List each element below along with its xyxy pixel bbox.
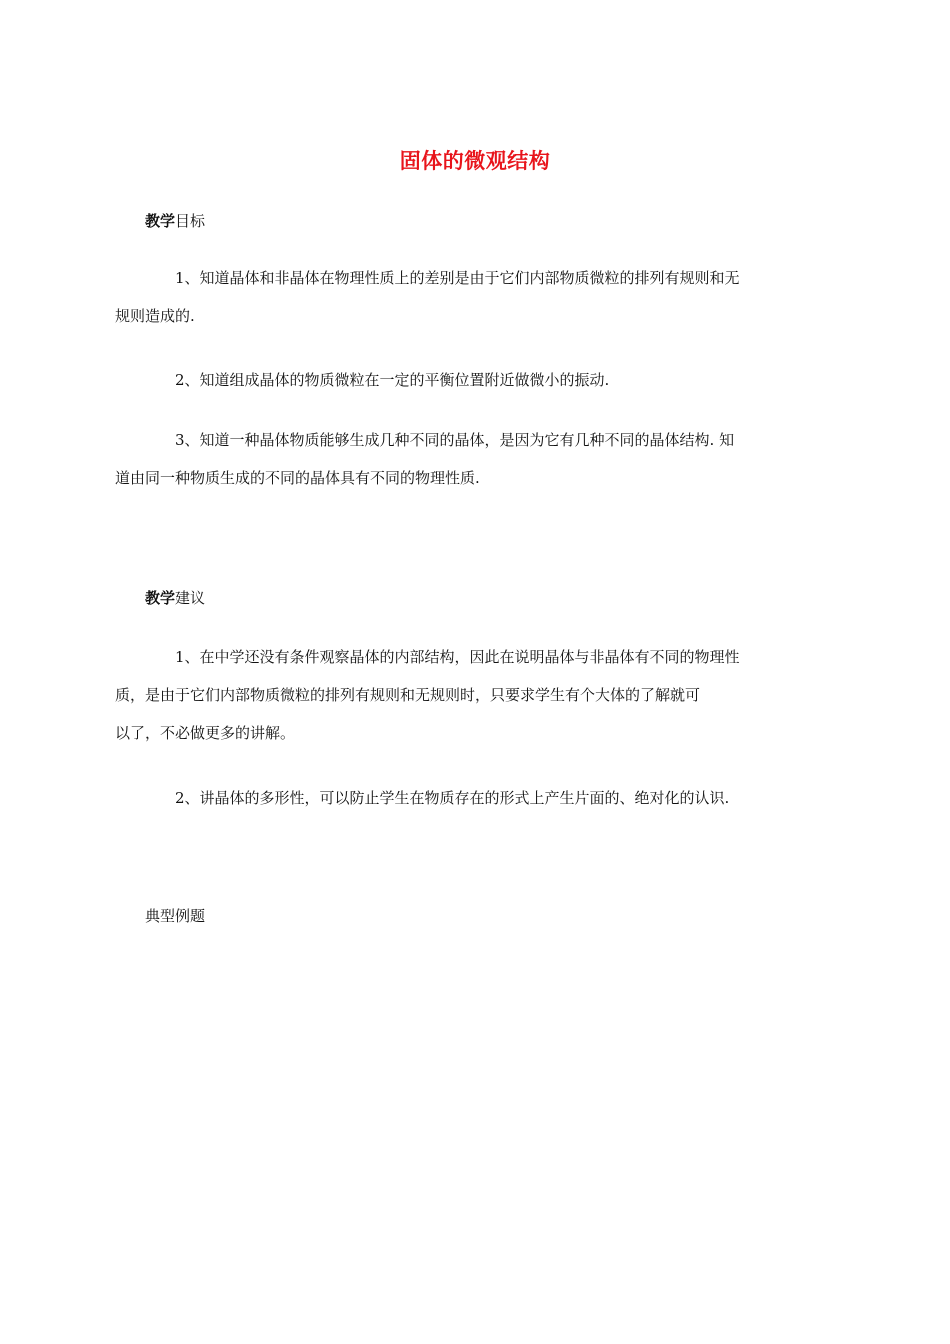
- heading-rest-text: 目标: [175, 212, 206, 230]
- objective-item-1-line-2: 规则造成的.: [115, 307, 195, 325]
- objective-item-1: [115, 259, 807, 335]
- section-heading-objectives: [145, 211, 205, 231]
- document-title: 固体的微观结构: [399, 149, 551, 173]
- objective-item-2-line-1: 2、知道组成晶体的物质微粒在一定的平衡位置附近做微小的振动.: [175, 371, 610, 389]
- objective-item-1-line-1: 1、知道晶体和非晶体在物理性质上的差别是由于它们内部物质微粒的排列有规则和无: [175, 269, 740, 287]
- suggestion-item-1: [115, 638, 807, 752]
- suggestion-item-1-line-1: 1、在中学还没有条件观察晶体的内部结构，因此在说明晶体与非晶体有不同的物理性: [175, 648, 740, 666]
- objective-item-3: [115, 421, 807, 497]
- heading-bold-text: 教学: [145, 212, 176, 230]
- section-heading-suggestions: [145, 588, 205, 608]
- suggestion-item-2: [145, 779, 807, 817]
- suggestion-item-1-line-2: 质，是由于它们内部物质微粒的排列有规则和无规则时，只要求学生有个大体的了解就可: [115, 686, 701, 704]
- heading-bold-text: 教学: [145, 589, 176, 607]
- section-heading-examples: 典型例题: [145, 907, 206, 925]
- suggestion-item-2-line-1: 2、讲晶体的多形性，可以防止学生在物质存在的形式上产生片面的、绝对化的认识.: [175, 789, 730, 807]
- objective-item-3-line-1: 3、知道一种晶体物质能够生成几种不同的晶体，是因为它有几种不同的晶体结构. 知: [175, 431, 735, 449]
- suggestion-item-1-line-3: 以了，不必做更多的讲解。: [115, 724, 296, 742]
- objective-item-3-line-2: 道由同一种物质生成的不同的晶体具有不同的物理性质.: [115, 469, 480, 487]
- objective-item-2: [145, 361, 807, 399]
- heading-rest-text: 建议: [175, 589, 206, 607]
